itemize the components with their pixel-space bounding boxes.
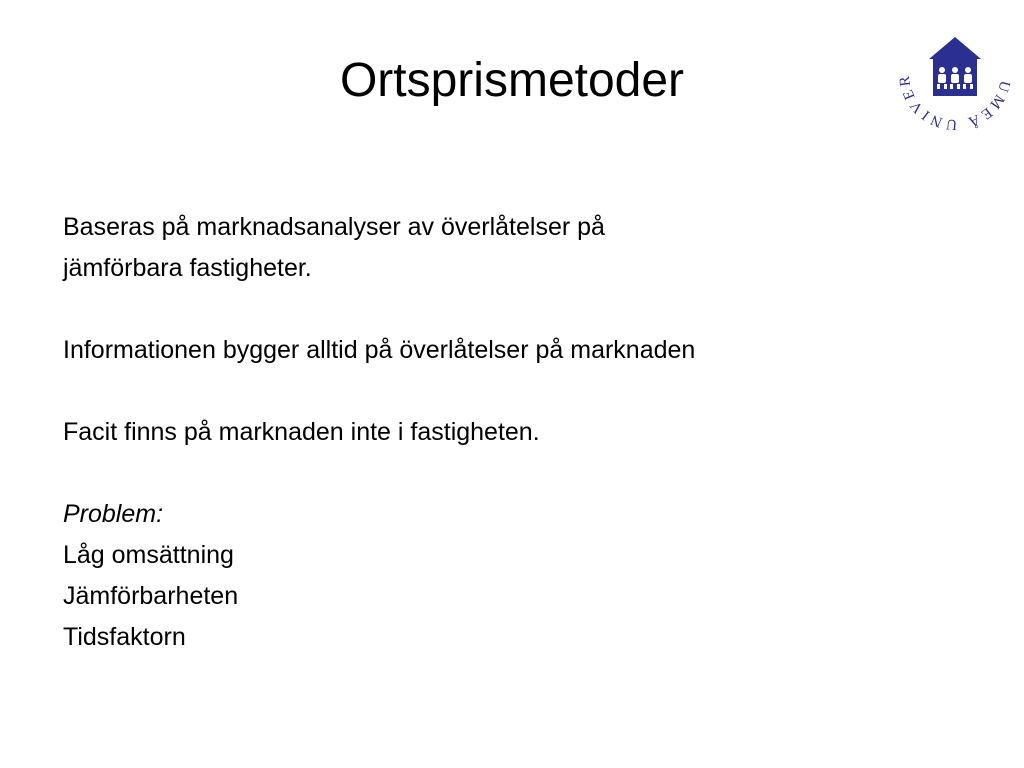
spacer <box>63 453 923 494</box>
spacer <box>63 371 923 412</box>
umea-university-seal-icon <box>893 12 1017 136</box>
problem-item: Tidsfaktorn <box>63 623 186 651</box>
body-line: jämförbara fastigheter. <box>63 254 312 282</box>
body-line: Baseras på marknadsanalyser av överlåtelser på <box>63 213 605 241</box>
body-line: Informationen bygger alltid på överlåtelser på marknaden <box>63 336 696 364</box>
problem-item: Jämförbarheten <box>63 582 239 610</box>
spacer <box>63 289 923 330</box>
body-line: Facit finns på marknaden inte i fastigheten. <box>63 418 540 446</box>
slide-body <box>63 207 923 658</box>
svg-text:UMEÅ UNIVERSITET •: UMEÅ UNIVER <box>896 72 1013 133</box>
problem-heading: Problem: <box>63 500 164 528</box>
problem-item: Låg omsättning <box>63 541 234 569</box>
slide-title: Ortsprismetoder <box>339 54 685 107</box>
